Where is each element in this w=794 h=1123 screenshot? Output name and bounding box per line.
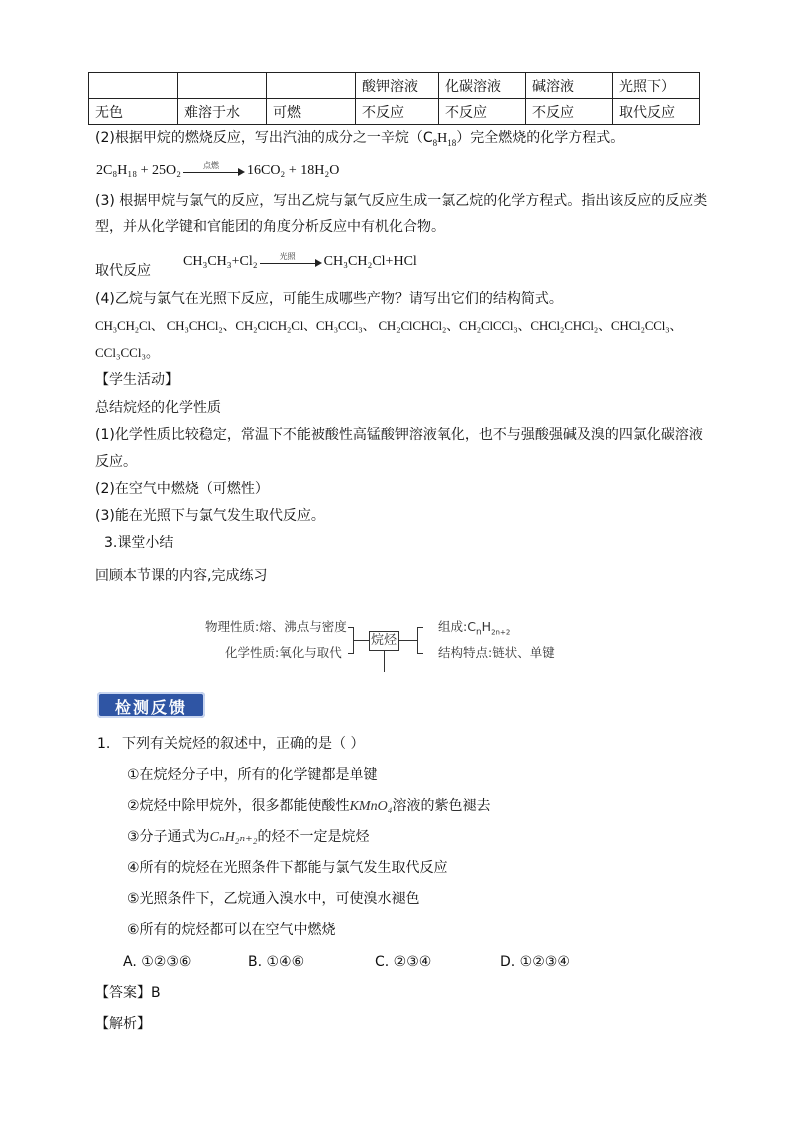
bracket-line <box>417 627 423 628</box>
table-cell: 不反应 <box>439 99 526 125</box>
activity-point-2: (2)在空气中燃烧（可燃性） <box>95 481 269 497</box>
connector-line <box>354 640 369 641</box>
reaction-type-answer: 取代反应 <box>95 263 151 279</box>
activity-point-1-line-2: 反应。 <box>95 454 137 470</box>
chemical-properties-label: 化学性质:氧化与取代 <box>225 645 342 660</box>
table-row <box>89 99 700 125</box>
feedback-banner: 检测反馈 <box>97 692 205 718</box>
composition-label: 组成$:C_nH_{2n+2}$ <box>438 619 511 638</box>
option-d: D. ①②③④ <box>500 954 570 970</box>
summary-heading: 3.课堂小结 <box>104 535 174 551</box>
octane-combustion-equation: 2C₈H₁₈ + 25O₂ 点燃 16CO₂ + 18H₂O <box>96 160 340 178</box>
question-3-line-2: 型，并从化学键和官能团的角度分析反应中有机化合物。 <box>95 219 445 235</box>
quiz-item-2: ②烷烃中除甲烷外，很多都能使酸性KMnO₄溶液的紫色褪去 <box>127 798 491 814</box>
bracket-line <box>417 653 423 654</box>
products-line-1: CH₃CH₂Cl、 CH₃CHCl₂、CH₂ClCH₂Cl、CH₃CCl₃、 CH₂ClCHCl₂、CH₂ClCCl₃、CHCl₂CHCl₂、CHCl₂CCl₃、 <box>95 318 683 333</box>
table-cell: 光照下） <box>613 73 700 99</box>
option-a: A. ①②③⑥ <box>123 954 192 970</box>
question-4: (4)乙烷与氯气在光照下反应，可能生成哪些产物？请写出它们的结构简式。 <box>95 291 563 307</box>
table-cell: 酸钾溶液 <box>356 73 439 99</box>
alkane-concept-diagram <box>198 614 578 672</box>
products-line-2: CCl₃CCl₃。 <box>95 345 159 360</box>
analysis-label: 【解析】 <box>95 1016 151 1032</box>
table-cell <box>267 73 356 99</box>
table-cell <box>178 73 267 99</box>
table-cell: 化碳溶液 <box>439 73 526 99</box>
physical-properties-label: 物理性质:熔、沸点与密度 <box>205 619 347 634</box>
activity-point-1-line-1: (1)化学性质比较稳定，常温下不能被酸性高锰酸钾溶液氧化，也不与强酸强碱及溴的四氯化碳溶液 <box>95 427 703 443</box>
connector-line <box>399 640 417 641</box>
bracket-line <box>348 653 354 654</box>
table-header-row <box>89 73 700 99</box>
table-cell: 取代反应 <box>613 99 700 125</box>
reaction-arrow: 光照 <box>260 255 322 269</box>
table-cell: 碱溶液 <box>526 73 613 99</box>
table-cell: 可燃 <box>267 99 356 125</box>
activity-point-3: (3)能在光照下与氯气发生取代反应。 <box>95 508 325 524</box>
quiz-number: 1. <box>97 736 111 752</box>
table-cell: 不反应 <box>526 99 613 125</box>
answer-label: 【答案】B <box>95 985 161 1001</box>
ethane-chlorination-equation: CH₃CH₃+Cl₂ 光照 CH₃CH₂Cl+HCl <box>183 251 417 269</box>
table-cell: 无色 <box>89 99 178 125</box>
quiz-item-3: ③分子通式为CₙH₂ₙ₊₂的烃不一定是烷烃 <box>127 829 370 845</box>
table-cell: 不反应 <box>356 99 439 125</box>
quiz-item-5: ⑤光照条件下，乙烷通入溴水中，可使溴水褪色 <box>127 891 420 907</box>
bracket-line <box>348 627 354 628</box>
quiz-item-6: ⑥所有的烷烃都可以在空气中燃烧 <box>127 922 336 938</box>
structure-label: 结构特点:链状、单键 <box>438 645 555 660</box>
table-cell <box>89 73 178 99</box>
alkane-properties-table <box>88 72 700 125</box>
question-3-line-1: (3) 根据甲烷与氯气的反应，写出乙烷与氯气反应生成一氯乙烷的化学方程式。指出该反应的反应类 <box>95 193 708 209</box>
reaction-arrow: 点燃 <box>183 164 245 178</box>
quiz-item-1: ①在烷烃分子中，所有的化学键都是单键 <box>127 767 378 783</box>
question-2: (2)根据甲烷的燃烧反应，写出汽油的成分之一辛烷$(C_8H_{18})$完全燃烧的化学方程式。 <box>95 130 625 148</box>
summary-text: 回顾本节课的内容,完成练习 <box>95 568 268 584</box>
quiz-question: 下列有关烷烃的叙述中，正确的是（ ） <box>122 736 365 752</box>
bracket-line <box>417 627 418 653</box>
quiz-item-4: ④所有的烷烃在光照条件下都能与氯气发生取代反应 <box>127 860 448 876</box>
activity-heading: 【学生活动】 <box>95 372 179 388</box>
alkane-center-box: 烷烃 <box>369 631 399 651</box>
option-c: C. ②③④ <box>375 954 432 970</box>
activity-title: 总结烷烃的化学性质 <box>95 400 221 416</box>
table-cell: 难溶于水 <box>178 99 267 125</box>
connector-line <box>384 651 385 672</box>
option-b: B. ①④⑥ <box>248 954 305 970</box>
